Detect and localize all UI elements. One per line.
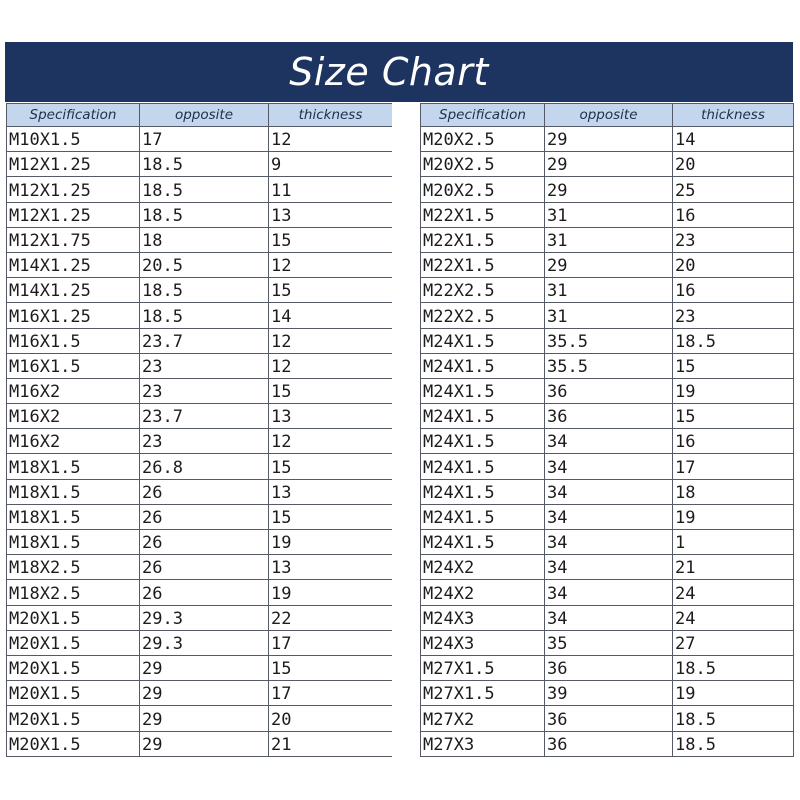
opposite-cell: 26 — [140, 530, 269, 555]
page-title: Size Chart — [289, 50, 489, 94]
opposite-cell: 17 — [140, 127, 269, 152]
opposite-cell: 36 — [545, 731, 673, 756]
specification-cell: M22X1.5 — [421, 227, 545, 252]
thickness-cell: 12 — [269, 353, 393, 378]
table-row — [421, 681, 794, 706]
thickness-cell: 13 — [269, 404, 393, 429]
opposite-cell: 31 — [545, 303, 673, 328]
specification-cell: M12X1.25 — [7, 202, 140, 227]
specification-cell: M27X2 — [421, 706, 545, 731]
table-header-row — [7, 104, 393, 127]
table-row — [7, 504, 393, 529]
thickness-cell: 9 — [269, 152, 393, 177]
opposite-cell: 34 — [545, 429, 673, 454]
header-opposite: opposite — [545, 104, 673, 127]
opposite-cell: 36 — [545, 655, 673, 680]
opposite-cell: 29 — [545, 127, 673, 152]
specification-cell: M12X1.75 — [7, 227, 140, 252]
opposite-cell: 35.5 — [545, 353, 673, 378]
thickness-cell: 27 — [673, 630, 794, 655]
table-row — [421, 655, 794, 680]
specification-cell: M16X1.25 — [7, 303, 140, 328]
opposite-cell: 18.5 — [140, 152, 269, 177]
thickness-cell: 1 — [673, 530, 794, 555]
opposite-cell: 34 — [545, 555, 673, 580]
opposite-cell: 39 — [545, 681, 673, 706]
table-header-row — [421, 104, 794, 127]
table-row — [7, 152, 393, 177]
table-row — [7, 252, 393, 277]
thickness-cell: 15 — [269, 454, 393, 479]
specification-cell: M20X1.5 — [7, 605, 140, 630]
specification-cell: M16X2 — [7, 378, 140, 403]
table-row — [421, 252, 794, 277]
table-row — [421, 454, 794, 479]
thickness-cell: 13 — [269, 555, 393, 580]
thickness-cell: 23 — [673, 303, 794, 328]
specification-cell: M18X1.5 — [7, 454, 140, 479]
table-row — [7, 630, 393, 655]
table-row — [421, 580, 794, 605]
thickness-cell: 15 — [673, 353, 794, 378]
table-row — [7, 655, 393, 680]
thickness-cell: 21 — [673, 555, 794, 580]
thickness-cell: 13 — [269, 479, 393, 504]
table-row — [7, 127, 393, 152]
opposite-cell: 34 — [545, 504, 673, 529]
table-row — [7, 454, 393, 479]
table-row — [7, 177, 393, 202]
thickness-cell: 15 — [269, 378, 393, 403]
specification-cell: M18X1.5 — [7, 479, 140, 504]
opposite-cell: 29 — [545, 152, 673, 177]
specification-cell: M18X1.5 — [7, 504, 140, 529]
table-row — [421, 328, 794, 353]
opposite-cell: 26 — [140, 479, 269, 504]
thickness-cell: 15 — [269, 655, 393, 680]
header-opposite: opposite — [140, 104, 269, 127]
table-row — [7, 353, 393, 378]
opposite-cell: 36 — [545, 706, 673, 731]
table-row — [7, 429, 393, 454]
opposite-cell: 18.5 — [140, 202, 269, 227]
specification-cell: M16X2 — [7, 404, 140, 429]
thickness-cell: 18.5 — [673, 655, 794, 680]
size-table-right — [420, 103, 794, 757]
thickness-cell: 14 — [673, 127, 794, 152]
table-row — [7, 202, 393, 227]
thickness-cell: 19 — [673, 681, 794, 706]
opposite-cell: 23 — [140, 353, 269, 378]
table-row — [421, 227, 794, 252]
thickness-cell: 16 — [673, 278, 794, 303]
table-row — [7, 605, 393, 630]
specification-cell: M24X3 — [421, 630, 545, 655]
specification-cell: M18X2.5 — [7, 555, 140, 580]
thickness-cell: 18.5 — [673, 328, 794, 353]
thickness-cell: 19 — [673, 504, 794, 529]
specification-cell: M22X2.5 — [421, 303, 545, 328]
thickness-cell: 25 — [673, 177, 794, 202]
table-row — [421, 404, 794, 429]
table-row — [421, 605, 794, 630]
table-row — [421, 303, 794, 328]
opposite-cell: 26 — [140, 504, 269, 529]
table-gap — [392, 103, 420, 767]
opposite-cell: 26 — [140, 580, 269, 605]
table-row — [7, 706, 393, 731]
table-row — [421, 353, 794, 378]
thickness-cell: 12 — [269, 429, 393, 454]
table-row — [7, 328, 393, 353]
opposite-cell: 34 — [545, 605, 673, 630]
header-thickness: thickness — [269, 104, 393, 127]
thickness-cell: 17 — [269, 630, 393, 655]
specification-cell: M24X1.5 — [421, 328, 545, 353]
thickness-cell: 20 — [269, 706, 393, 731]
specification-cell: M20X1.5 — [7, 630, 140, 655]
thickness-cell: 15 — [269, 278, 393, 303]
thickness-cell: 17 — [269, 681, 393, 706]
table-row — [421, 530, 794, 555]
thickness-cell: 14 — [269, 303, 393, 328]
opposite-cell: 20.5 — [140, 252, 269, 277]
opposite-cell: 29 — [545, 252, 673, 277]
table-row — [421, 429, 794, 454]
thickness-cell: 12 — [269, 252, 393, 277]
header-specification: Specification — [421, 104, 545, 127]
thickness-cell: 17 — [673, 454, 794, 479]
opposite-cell: 29 — [140, 681, 269, 706]
table-row — [7, 479, 393, 504]
thickness-cell: 21 — [269, 731, 393, 756]
title-banner — [5, 42, 793, 102]
specification-cell: M24X1.5 — [421, 530, 545, 555]
thickness-cell: 13 — [269, 202, 393, 227]
opposite-cell: 35 — [545, 630, 673, 655]
specification-cell: M24X1.5 — [421, 378, 545, 403]
opposite-cell: 31 — [545, 278, 673, 303]
specification-cell: M12X1.25 — [7, 152, 140, 177]
specification-cell: M24X2 — [421, 580, 545, 605]
opposite-cell: 18.5 — [140, 303, 269, 328]
specification-cell: M24X1.5 — [421, 504, 545, 529]
table-row — [421, 127, 794, 152]
table-row — [7, 404, 393, 429]
specification-cell: M20X2.5 — [421, 127, 545, 152]
specification-cell: M27X1.5 — [421, 681, 545, 706]
specification-cell: M20X1.5 — [7, 731, 140, 756]
specification-cell: M22X1.5 — [421, 252, 545, 277]
specification-cell: M20X1.5 — [7, 655, 140, 680]
table-row — [421, 202, 794, 227]
table-row — [7, 227, 393, 252]
thickness-cell: 11 — [269, 177, 393, 202]
thickness-cell: 20 — [673, 152, 794, 177]
opposite-cell: 23 — [140, 378, 269, 403]
specification-cell: M18X2.5 — [7, 580, 140, 605]
specification-cell: M16X1.5 — [7, 353, 140, 378]
header-thickness: thickness — [673, 104, 794, 127]
specification-cell: M24X3 — [421, 605, 545, 630]
specification-cell: M16X2 — [7, 429, 140, 454]
table-row — [421, 731, 794, 756]
opposite-cell: 35.5 — [545, 328, 673, 353]
opposite-cell: 26 — [140, 555, 269, 580]
thickness-cell: 15 — [269, 504, 393, 529]
thickness-cell: 18 — [673, 479, 794, 504]
opposite-cell: 34 — [545, 454, 673, 479]
thickness-cell: 20 — [673, 252, 794, 277]
thickness-cell: 16 — [673, 202, 794, 227]
specification-cell: M24X1.5 — [421, 353, 545, 378]
opposite-cell: 29.3 — [140, 630, 269, 655]
opposite-cell: 36 — [545, 378, 673, 403]
thickness-cell: 22 — [269, 605, 393, 630]
opposite-cell: 29 — [140, 655, 269, 680]
thickness-cell: 23 — [673, 227, 794, 252]
thickness-cell: 18.5 — [673, 706, 794, 731]
specification-cell: M10X1.5 — [7, 127, 140, 152]
header-specification: Specification — [7, 104, 140, 127]
specification-cell: M20X1.5 — [7, 706, 140, 731]
opposite-cell: 23.7 — [140, 404, 269, 429]
specification-cell: M24X1.5 — [421, 479, 545, 504]
specification-cell: M24X1.5 — [421, 454, 545, 479]
specification-cell: M22X1.5 — [421, 202, 545, 227]
thickness-cell: 19 — [673, 378, 794, 403]
specification-cell: M20X2.5 — [421, 152, 545, 177]
opposite-cell: 18.5 — [140, 278, 269, 303]
size-table-left — [6, 103, 393, 757]
table-row — [421, 706, 794, 731]
opposite-cell: 23 — [140, 429, 269, 454]
thickness-cell: 19 — [269, 580, 393, 605]
opposite-cell: 34 — [545, 479, 673, 504]
thickness-cell: 19 — [269, 530, 393, 555]
specification-cell: M27X1.5 — [421, 655, 545, 680]
table-row — [421, 630, 794, 655]
specification-cell: M20X2.5 — [421, 177, 545, 202]
table-row — [7, 530, 393, 555]
opposite-cell: 29 — [140, 731, 269, 756]
table-row — [421, 177, 794, 202]
table-row — [421, 378, 794, 403]
table-row — [421, 278, 794, 303]
table-row — [7, 731, 393, 756]
table-row — [7, 580, 393, 605]
opposite-cell: 29 — [140, 706, 269, 731]
opposite-cell: 29 — [545, 177, 673, 202]
thickness-cell: 12 — [269, 328, 393, 353]
thickness-cell: 15 — [269, 227, 393, 252]
specification-cell: M12X1.25 — [7, 177, 140, 202]
opposite-cell: 34 — [545, 580, 673, 605]
specification-cell: M24X1.5 — [421, 429, 545, 454]
opposite-cell: 31 — [545, 227, 673, 252]
specification-cell: M22X2.5 — [421, 278, 545, 303]
specification-cell: M24X1.5 — [421, 404, 545, 429]
specification-cell: M20X1.5 — [7, 681, 140, 706]
table-row — [7, 555, 393, 580]
specification-cell: M16X1.5 — [7, 328, 140, 353]
table-row — [421, 152, 794, 177]
opposite-cell: 36 — [545, 404, 673, 429]
specification-cell: M24X2 — [421, 555, 545, 580]
specification-cell: M14X1.25 — [7, 278, 140, 303]
opposite-cell: 18 — [140, 227, 269, 252]
opposite-cell: 34 — [545, 530, 673, 555]
specification-cell: M14X1.25 — [7, 252, 140, 277]
thickness-cell: 18.5 — [673, 731, 794, 756]
specification-cell: M18X1.5 — [7, 530, 140, 555]
table-row — [7, 378, 393, 403]
opposite-cell: 23.7 — [140, 328, 269, 353]
thickness-cell: 24 — [673, 580, 794, 605]
thickness-cell: 12 — [269, 127, 393, 152]
thickness-cell: 15 — [673, 404, 794, 429]
table-row — [421, 479, 794, 504]
specification-cell: M27X3 — [421, 731, 545, 756]
table-row — [7, 681, 393, 706]
table-row — [421, 504, 794, 529]
table-row — [421, 555, 794, 580]
opposite-cell: 31 — [545, 202, 673, 227]
opposite-cell: 18.5 — [140, 177, 269, 202]
thickness-cell: 16 — [673, 429, 794, 454]
opposite-cell: 29.3 — [140, 605, 269, 630]
table-row — [7, 303, 393, 328]
table-row — [7, 278, 393, 303]
opposite-cell: 26.8 — [140, 454, 269, 479]
thickness-cell: 24 — [673, 605, 794, 630]
